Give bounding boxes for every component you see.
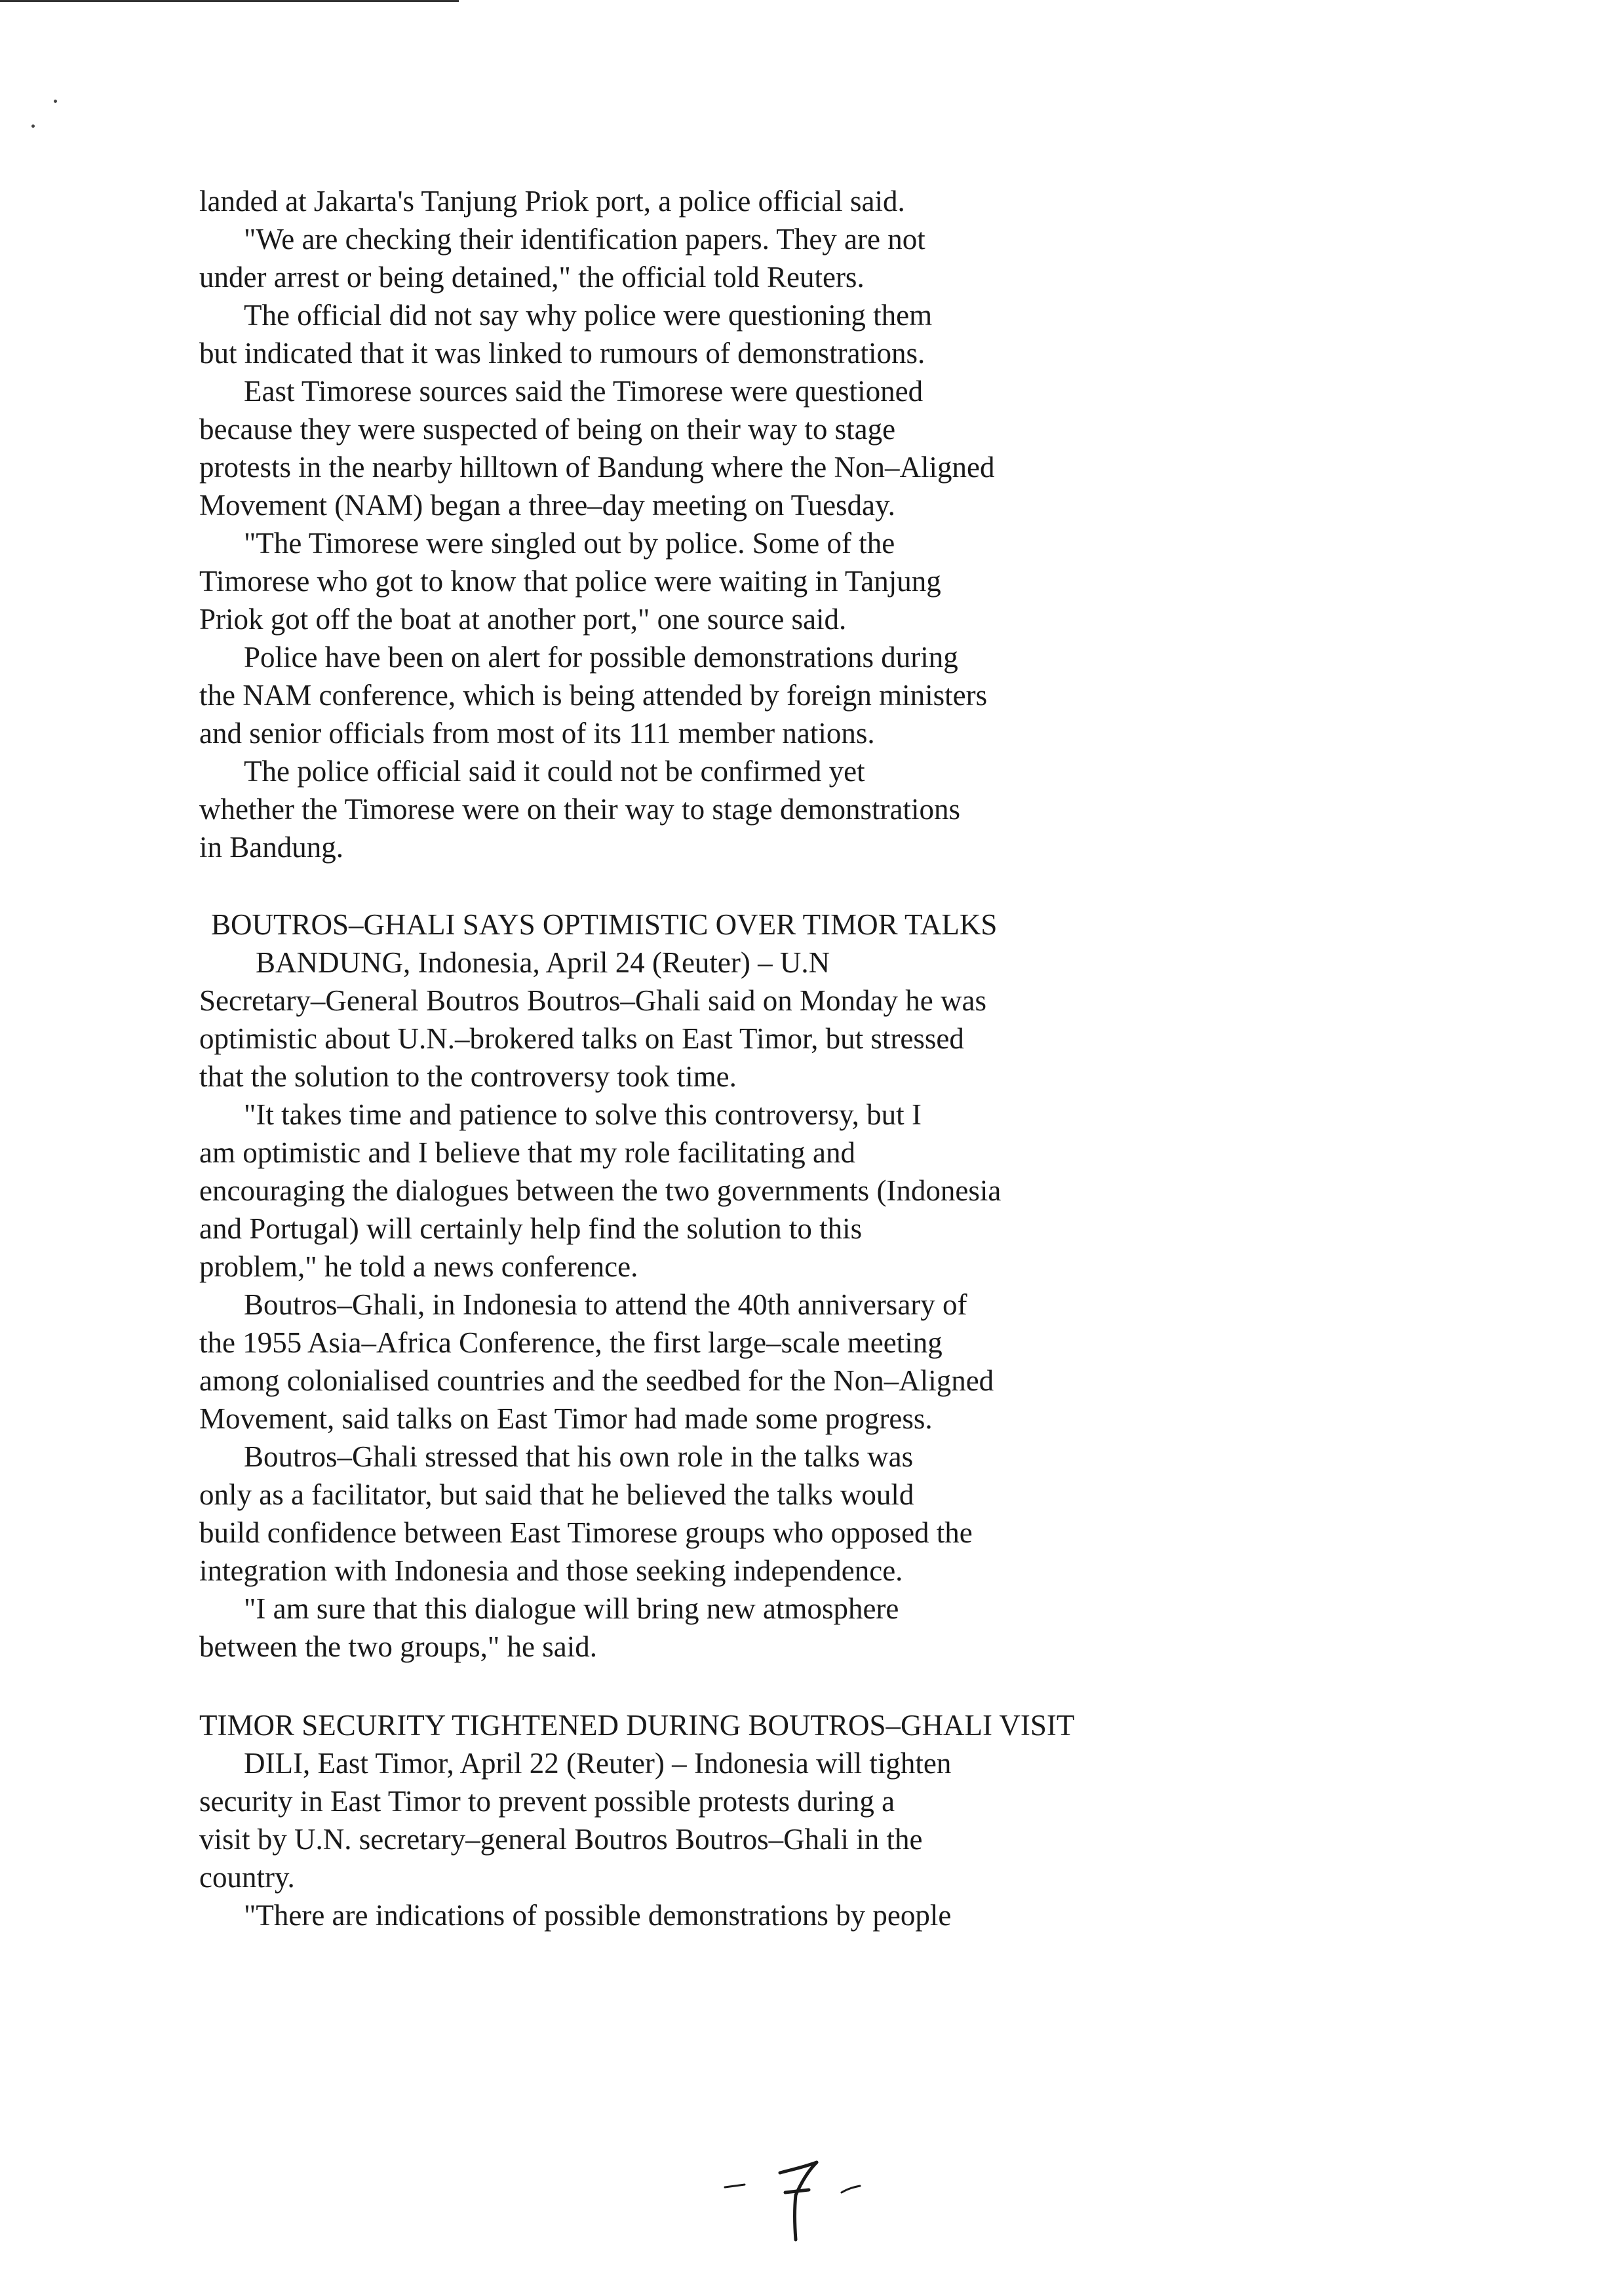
page-number	[721, 2143, 878, 2248]
text-line: among colonialised countries and the seedbed for the Non–Aligned	[199, 1364, 994, 1397]
text-line: whether the Timorese were on their way to stage demonstrations	[199, 793, 960, 826]
text-line: but indicated that it was linked to rumours of demonstrations.	[199, 337, 925, 370]
text-line: security in East Timor to prevent possible protests during a	[199, 1785, 895, 1818]
text-line: Boutros–Ghali, in Indonesia to attend the 40th anniversary of	[244, 1288, 967, 1321]
text-line: in Bandung.	[199, 831, 343, 864]
text-line: Secretary–General Boutros Boutros–Ghali said on Monday he was	[199, 984, 986, 1017]
text-line: "It takes time and patience to solve this controversy, but I	[244, 1098, 922, 1131]
dateline: DILI, East Timor, April 22 (Reuter) – Indonesia will tighten	[244, 1747, 952, 1780]
text-line: landed at Jakarta's Tanjung Priok port, a police official said.	[199, 185, 905, 218]
text-line: "I am sure that this dialogue will bring new atmosphere	[244, 1592, 899, 1625]
text-line: problem," he told a news conference.	[199, 1250, 638, 1283]
text-line: Movement (NAM) began a three–day meeting on Tuesday.	[199, 489, 895, 522]
article-headline: TIMOR SECURITY TIGHTENED DURING BOUTROS–GHALI VISIT	[199, 1709, 1075, 1742]
text-line: visit by U.N. secretary–general Boutros Boutros–Ghali in the	[199, 1823, 923, 1856]
handwritten-page-number-icon	[721, 2143, 878, 2248]
article-headline: BOUTROS–GHALI SAYS OPTIMISTIC OVER TIMOR TALKS	[211, 908, 998, 941]
text-line: Boutros–Ghali stressed that his own role in the talks was	[244, 1440, 914, 1473]
text-line: Police have been on alert for possible demonstrations during	[244, 641, 958, 674]
text-line: integration with Indonesia and those seeking independence.	[199, 1554, 903, 1587]
text-line: East Timorese sources said the Timorese were questioned	[244, 375, 924, 408]
text-line: The police official said it could not be confirmed yet	[244, 755, 865, 788]
text-line: Timorese who got to know that police were waiting in Tanjung	[199, 565, 941, 598]
text-line: The official did not say why police were questioning them	[244, 299, 933, 332]
text-line: under arrest or being detained," the official told Reuters.	[199, 261, 865, 294]
text-line: "There are indications of possible demonstrations by people	[244, 1899, 952, 1932]
text-line: "The Timorese were singled out by police. Some of the	[244, 527, 895, 560]
text-line: encouraging the dialogues between the two governments (Indonesia	[199, 1174, 1002, 1207]
text-line: and Portugal) will certainly help find the solution to this	[199, 1212, 863, 1245]
text-line: that the solution to the controversy took time.	[199, 1060, 737, 1093]
text-line: build confidence between East Timorese groups who opposed the	[199, 1516, 973, 1549]
text-line: between the two groups," he said.	[199, 1630, 597, 1663]
text-line: the 1955 Asia–Africa Conference, the first large–scale meeting	[199, 1326, 943, 1359]
text-line: am optimistic and I believe that my role facilitating and	[199, 1136, 855, 1169]
text-line: because they were suspected of being on their way to stage	[199, 413, 896, 446]
scan-edge-rule	[0, 0, 459, 2]
text-line: "We are checking their identification papers. They are not	[244, 223, 925, 256]
text-line: protests in the nearby hilltown of Bandung where the Non–Aligned	[199, 451, 995, 484]
scan-speck	[31, 124, 35, 128]
scan-speck	[54, 100, 57, 103]
text-line: Movement, said talks on East Timor had made some progress.	[199, 1402, 933, 1435]
text-line: only as a facilitator, but said that he believed the talks would	[199, 1478, 914, 1511]
dateline: BANDUNG, Indonesia, April 24 (Reuter) – U.N	[256, 946, 830, 979]
text-line: the NAM conference, which is being attended by foreign ministers	[199, 679, 988, 712]
text-line: and senior officials from most of its 111 member nations.	[199, 717, 875, 750]
text-line: optimistic about U.N.–brokered talks on East Timor, but stressed	[199, 1022, 964, 1055]
text-line: country.	[199, 1861, 295, 1894]
text-line: Priok got off the boat at another port," one source said.	[199, 603, 847, 636]
